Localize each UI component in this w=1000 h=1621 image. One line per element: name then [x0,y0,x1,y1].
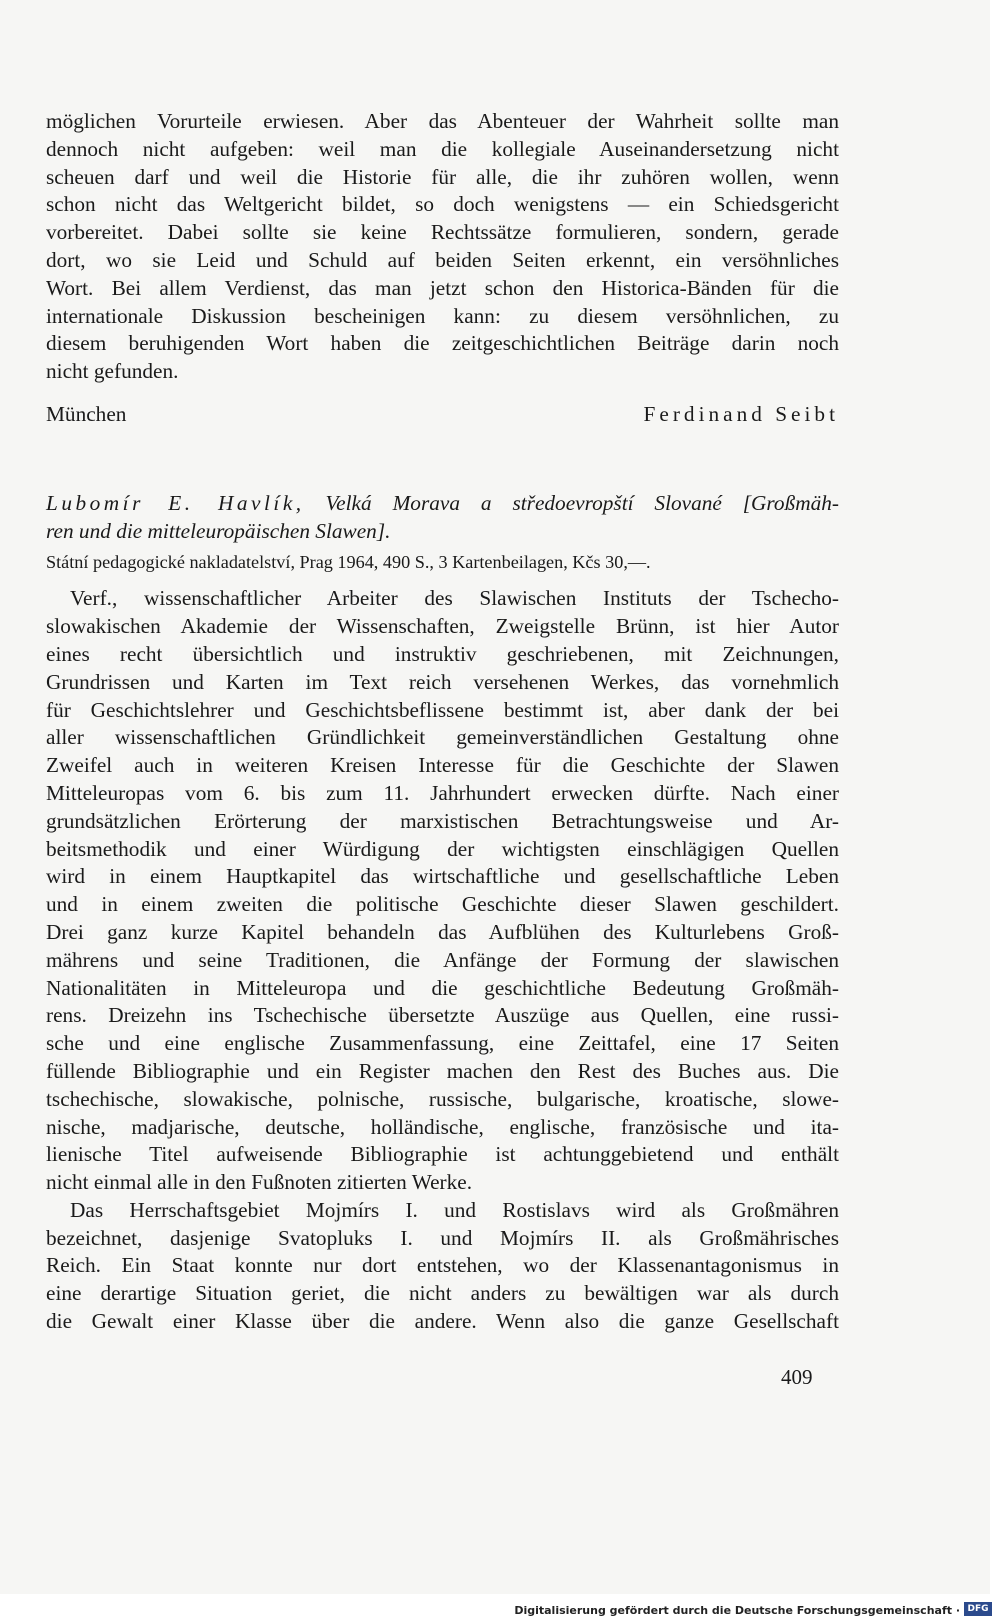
text-line: beitsmethodik und einer Würdigung der wichtigsten einschlägigen Quellen [46,836,839,861]
text-line: tschechische, slowakische, polnische, russische, bulgarische, kroatische, slowe- [46,1086,839,1111]
text-line: internationale Diskussion bescheinigen kann: zu diesem versöhnlichen, zu [46,303,839,328]
signature-place: München [46,401,127,426]
text-line: Grundrissen und Karten im Text reich versehenen Werkes, das vornehmlich [46,669,839,694]
text-line: lienische Titel aufweisende Bibliographie ist achtunggebietend und enthält [46,1142,839,1167]
paragraph-state [46,1197,839,1336]
text-line: und in einem zweiten die politische Geschichte dieser Slawen geschildert. [46,892,839,917]
text-line: füllende Bibliographie und ein Register machen den Rest des Buches aus. Die [46,1058,839,1083]
page-number: 409 [781,1365,813,1389]
text-line: dort, wo sie Leid und Schuld auf beiden Seiten erkennt, ein versöhnliches [46,247,839,272]
review-author: Lubomír E. Havlík, [46,490,305,515]
text-line: dennoch nicht aufgeben: weil man die kollegiale Auseinandersetzung nicht [46,136,839,161]
text-line: diesem beruhigenden Wort haben die zeitgeschichtlichen Beiträge darin noch [46,331,839,356]
text-line: schon nicht das Weltgericht bildet, so doch wenigstens — ein Schiedsgericht [46,192,839,217]
text-line: nicht einmal alle in den Fußnoten zitierten Werke. [46,1170,473,1195]
text-line: Drei ganz kurze Kapitel behandeln das Aufblühen des Kulturlebens Groß- [46,919,839,944]
text-line: vorbereitet. Dabei sollte sie keine Rechtssätze formulieren, sondern, gerade [46,220,839,245]
text-line: mährens und seine Traditionen, die Anfänge der Formung der slawischen [46,947,839,972]
text-line: aller wissenschaftlichen Gründlichkeit gemeinverständlichen Gestaltung ohne [46,725,839,750]
text-line: slowakischen Akademie der Wissenschaften, Zweigstelle Brünn, ist hier Autor [46,614,839,639]
text-line: nicht gefunden. [46,359,179,384]
text-line: sche und eine englische Zusammenfassung, eine Zeittafel, eine 17 Seiten [46,1031,839,1056]
text-line: eines recht übersichtlich und instruktiv geschriebenen, mit Zeichnungen, [46,641,839,666]
page-body [46,108,839,1336]
paragraph-closing [46,108,839,386]
digitization-note: Digitalisierung gefördert durch die Deutsche Forschungsgemeinschaft · [514,1604,960,1617]
review-title-line [46,490,839,518]
text-line: wird in einem Hauptkapitel das wirtschaftliche und gesellschaftliche Leben [46,864,839,889]
text-line: scheuen darf und weil die Historie für alle, die ihr zuhören wollen, wenn [46,164,839,189]
text-line: Mitteleuropas vom 6. bis zum 11. Jahrhundert erwecken dürfte. Nach einer [46,780,839,805]
text-line: Reich. Ein Staat konnte nur dort entstehen, wo der Klassenantagonismus in [46,1253,839,1278]
text-line: möglichen Vorurteile erwiesen. Aber das Abenteuer der Wahrheit sollte man [46,109,839,133]
text-line: die Gewalt einer Klasse über die andere. Wenn also die ganze Gesellschaft [46,1309,839,1334]
review-title-line: ren und die mitteleuropäischen Slawen]. [46,518,391,543]
text-line: Das Herrschaftsgebiet Mojmírs I. und Rostislavs wird als Großmähren [70,1197,839,1222]
text-line: für Geschichtslehrer und Geschichtsbeflissene bestimmt ist, aber dank der bei [46,697,839,722]
review-title-part: Velká Morava a středoevropští Slované [Großmäh- [304,490,839,515]
text-line: grundsätzlichen Erörterung der marxistischen Betrachtungsweise und Ar- [46,808,839,833]
text-line: bezeichnet, dasjenige Svatopluks I. und Mojmírs II. als Großmährisches [46,1225,839,1250]
text-line: nische, madjarische, deutsche, holländische, englische, französische und ita- [46,1114,839,1139]
text-line: Zweifel auch in weiteren Kreisen Interesse für die Geschichte der Slawen [46,753,839,778]
review-imprint: Státní pedagogické nakladatelství, Prag 1964, 490 S., 3 Kartenbeilagen, Kčs 30,—. [46,552,651,573]
signature-author: Ferdinand Seibt [643,401,839,426]
paragraph-review [46,585,839,1197]
text-line: rens. Dreizehn ins Tschechische übersetzte Auszüge aus Quellen, eine russi- [46,1003,839,1028]
text-line: eine derartige Situation geriet, die nicht anders zu bewältigen war als durch [46,1281,839,1306]
text-line: Verf., wissenschaftlicher Arbeiter des Slawischen Instituts der Tschecho- [70,586,839,611]
text-line: Wort. Bei allem Verdienst, das man jetzt schon den Historica-Bänden für die [46,275,839,300]
signature [46,401,839,429]
review-heading [46,490,839,546]
text-line: Nationalitäten in Mitteleuropa und die geschichtliche Bedeutung Großmäh- [46,975,839,1000]
dfg-logo: DFG [964,1602,992,1616]
